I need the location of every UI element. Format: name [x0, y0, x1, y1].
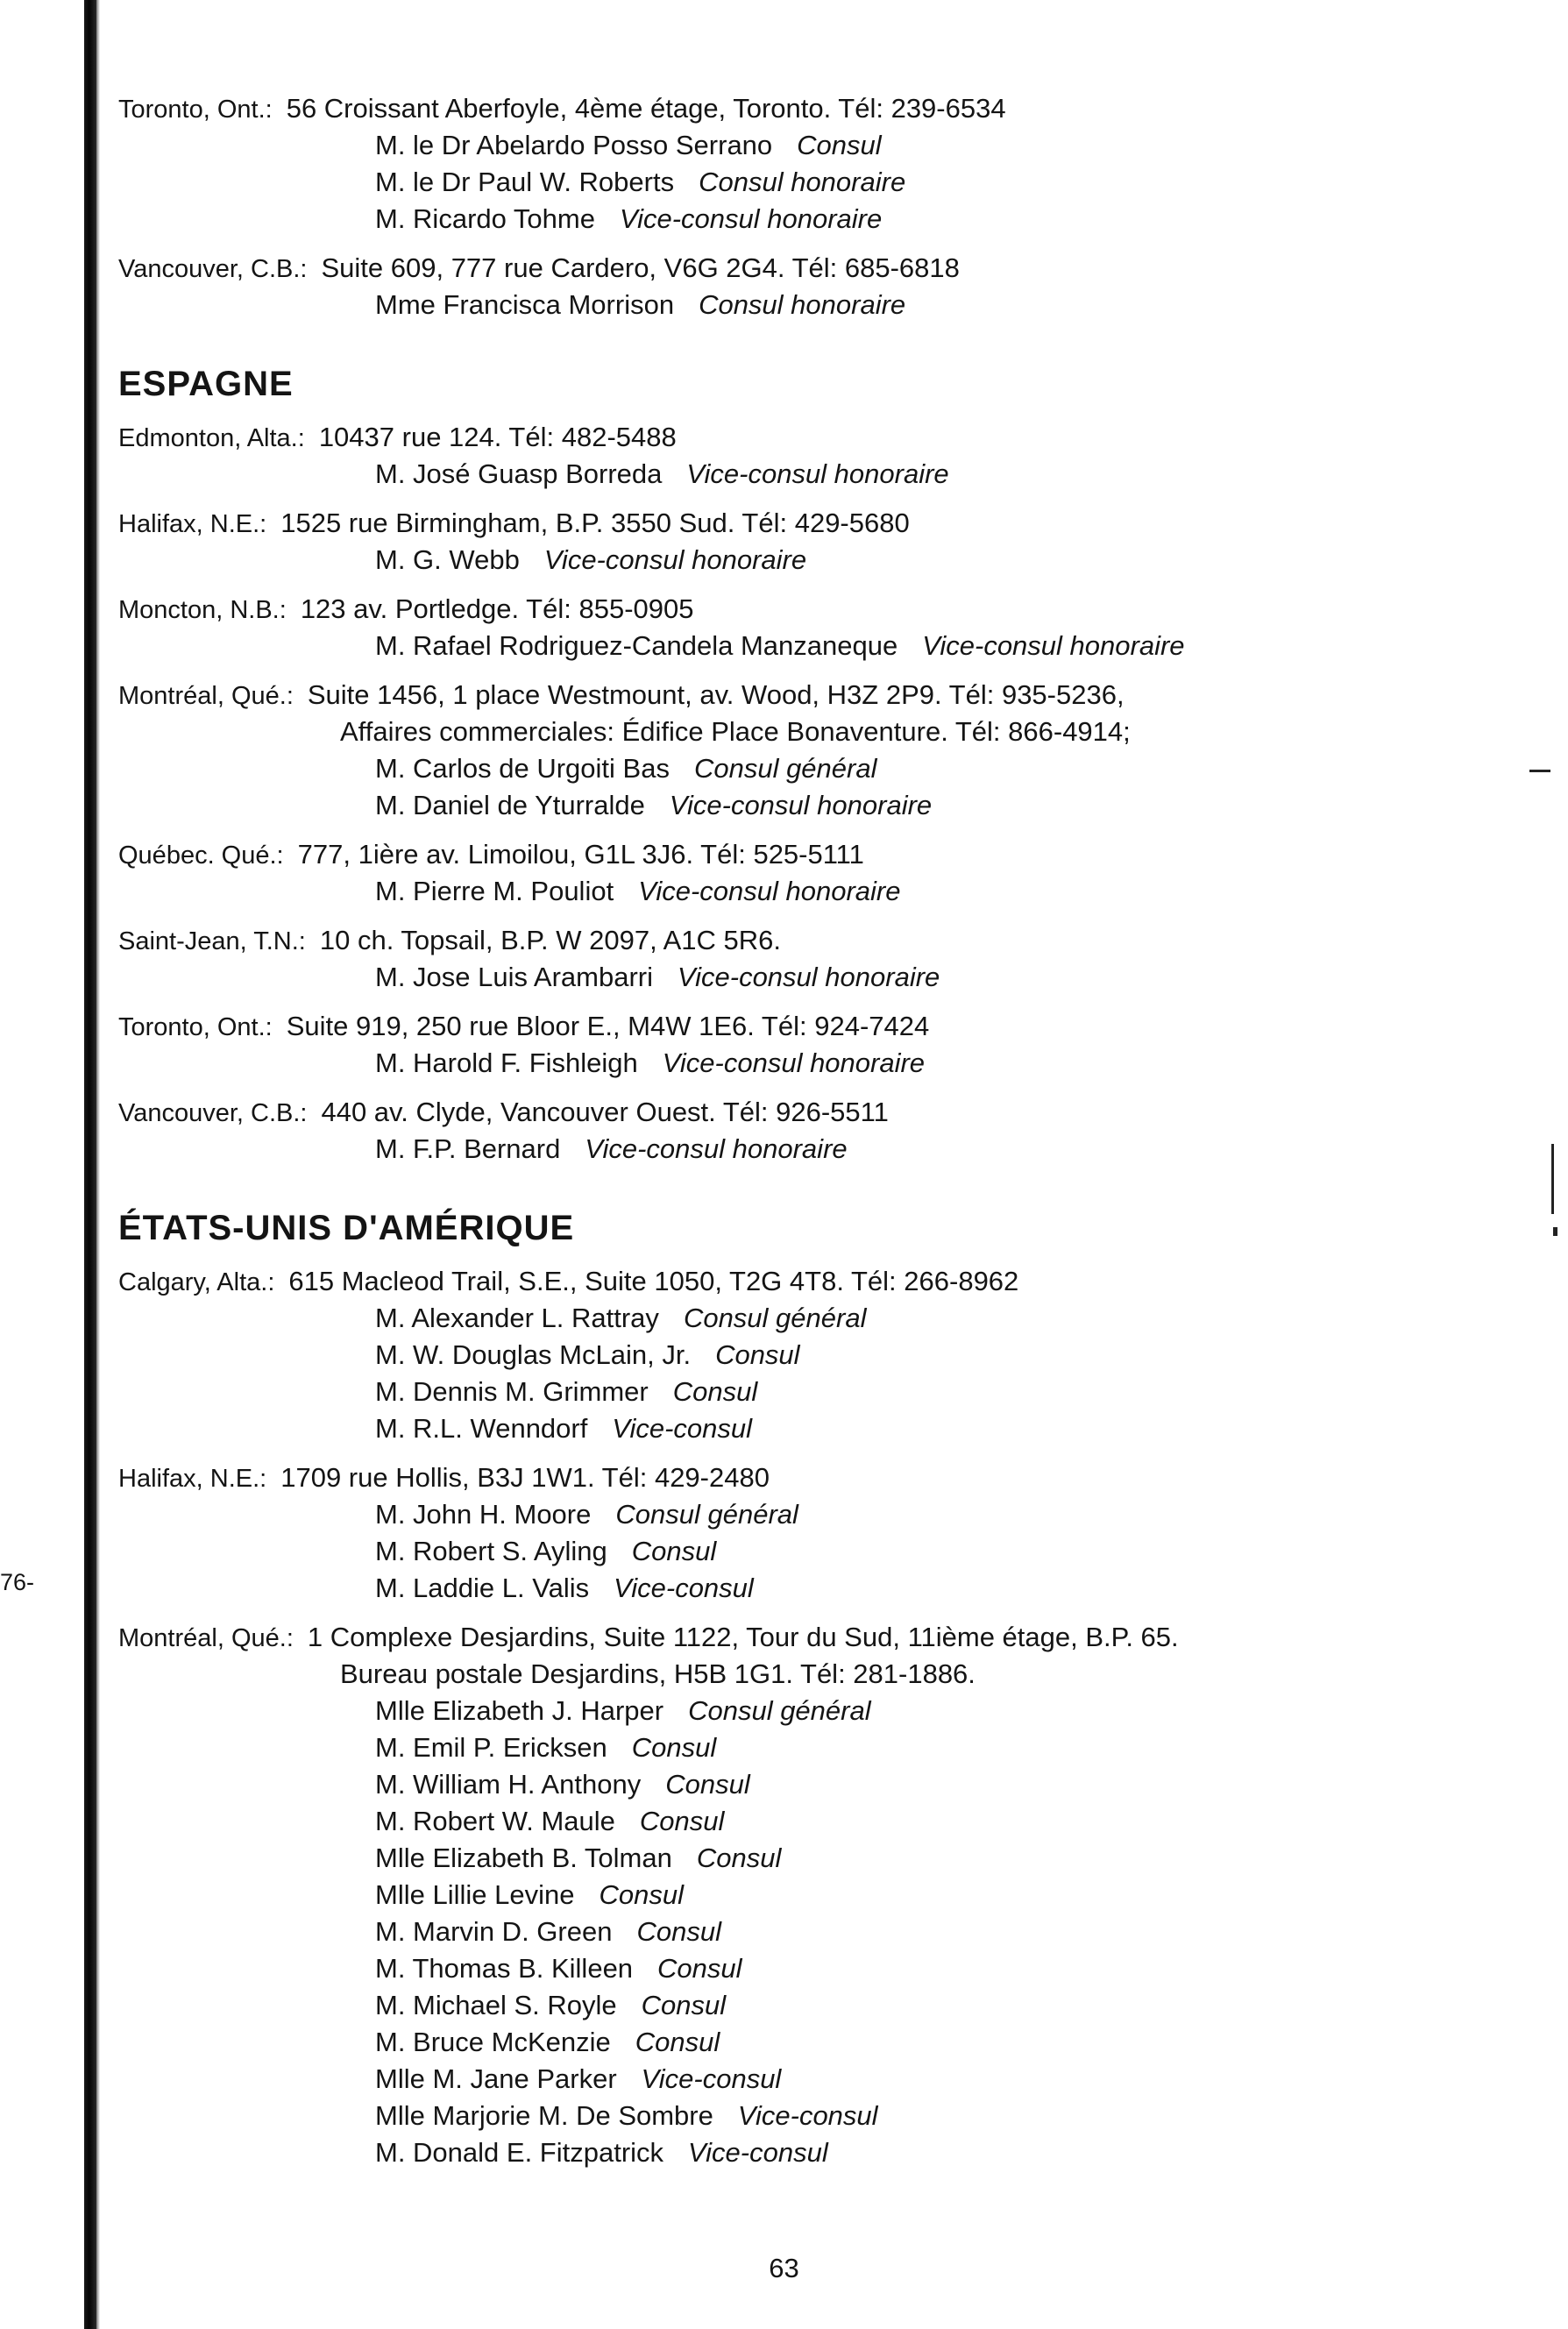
consulate-entry	[118, 1620, 1433, 2171]
consulate-entry	[118, 592, 1433, 664]
official-title: Consul	[636, 1916, 721, 1947]
official-row	[118, 1914, 1433, 1950]
official-name: M. R.L. Wenndorf	[375, 1413, 588, 1444]
official-title: Vice-consul honoraire	[619, 203, 883, 234]
official-title: Consul	[696, 1843, 782, 1873]
official-name: M. le Dr Abelardo Posso Serrano	[375, 130, 773, 160]
official-name: M. Dennis M. Grimmer	[375, 1376, 649, 1407]
official-row	[118, 1766, 1433, 1803]
official-row	[118, 1877, 1433, 1914]
address-line	[118, 592, 1433, 628]
official-name: M. Marvin D. Green	[375, 1916, 613, 1947]
official-row	[118, 1570, 1433, 1607]
address-line	[118, 678, 1433, 714]
official-name: M. Michael S. Royle	[375, 1990, 617, 2020]
address-text: 440 av. Clyde, Vancouver Ouest. Tél: 926-5511	[321, 1097, 889, 1127]
official-row	[118, 1300, 1433, 1337]
official-name: M. Pierre M. Pouliot	[375, 876, 614, 906]
official-name: Mlle Elizabeth B. Tolman	[375, 1843, 672, 1873]
consulate-entry	[118, 923, 1433, 996]
official-row	[118, 164, 1433, 201]
city-label: Saint-Jean, T.N.:	[118, 927, 306, 955]
official-title: Consul honoraire	[699, 167, 906, 197]
consulate-entry	[118, 837, 1433, 910]
official-row	[118, 1803, 1433, 1840]
official-title: Consul	[657, 1953, 742, 1984]
official-row	[118, 1410, 1433, 1447]
official-name: M. le Dr Paul W. Roberts	[375, 167, 675, 197]
official-title: Vice-consul honoraire	[585, 1133, 848, 1164]
official-name: M. Robert W. Maule	[375, 1806, 615, 1836]
city-label: Moncton, N.B.:	[118, 596, 287, 624]
official-title: Consul général	[615, 1499, 798, 1530]
official-name: Mlle Marjorie M. De Sombre	[375, 2100, 713, 2131]
city-label: Montréal, Qué.:	[118, 682, 294, 710]
consulate-entry	[118, 1095, 1433, 1168]
address-line	[118, 1264, 1433, 1300]
address-continuation: Affaires commerciales: Édifice Place Bonaventure. Tél: 866-4914;	[340, 716, 1131, 747]
city-label: Vancouver, C.B.:	[118, 1099, 308, 1127]
official-name: Mlle Elizabeth J. Harper	[375, 1695, 664, 1726]
address-line	[118, 506, 1433, 542]
consulate-entry	[118, 678, 1433, 824]
address-line	[118, 837, 1433, 873]
consulate-entry	[118, 1264, 1433, 1447]
address-line	[118, 420, 1433, 456]
consulate-entry	[118, 91, 1433, 238]
consulate-entry	[118, 1460, 1433, 1607]
official-title: Consul	[599, 1879, 684, 1910]
official-title: Vice-consul	[612, 1413, 753, 1444]
scan-mark	[1529, 770, 1550, 772]
official-row	[118, 2061, 1433, 2098]
official-row	[118, 2024, 1433, 2061]
official-name: M. Daniel de Yturralde	[375, 790, 645, 820]
address-line	[118, 923, 1433, 959]
scan-mark	[1553, 1227, 1557, 1236]
consulate-entry	[118, 1009, 1433, 1082]
official-row	[118, 959, 1433, 996]
official-row	[118, 1950, 1433, 1987]
official-name: M. Donald E. Fitzpatrick	[375, 2137, 664, 2168]
document-body	[118, 91, 1433, 2184]
official-row	[118, 1987, 1433, 2024]
official-name: M. Thomas B. Killeen	[375, 1953, 634, 1984]
official-title: Vice-consul honoraire	[922, 630, 1185, 661]
country-heading: ESPAGNE	[118, 365, 294, 403]
official-title: Consul	[672, 1376, 758, 1407]
city-label: Québec. Qué.:	[118, 841, 284, 870]
official-title: Vice-consul honoraire	[678, 962, 940, 992]
official-title: Vice-consul honoraire	[543, 544, 807, 575]
official-title: Consul	[631, 1732, 717, 1763]
country-heading: ÉTATS-UNIS D'AMÉRIQUE	[118, 1209, 575, 1247]
address-line	[118, 251, 1433, 287]
official-title: Consul général	[688, 1695, 871, 1726]
official-row	[118, 201, 1433, 238]
official-name: M. Harold F. Fishleigh	[375, 1047, 638, 1078]
official-name: M. Emil P. Ericksen	[375, 1732, 607, 1763]
consulate-entry	[118, 506, 1433, 579]
official-name: M. Robert S. Ayling	[375, 1536, 607, 1566]
official-row	[118, 1374, 1433, 1410]
official-title: Vice-consul	[614, 1573, 754, 1603]
address-text: 10437 rue 124. Tél: 482-5488	[318, 422, 677, 452]
official-name: M. F.P. Bernard	[375, 1133, 561, 1164]
consulate-entry	[118, 420, 1433, 493]
official-row	[118, 873, 1433, 910]
official-title: Consul	[635, 2027, 720, 2057]
official-title: Consul	[631, 1536, 717, 1566]
city-label: Halifax, N.E.:	[118, 1465, 267, 1493]
official-name: M. Jose Luis Arambarri	[375, 962, 653, 992]
official-name: M. Laddie L. Valis	[375, 1573, 590, 1603]
official-row	[118, 2098, 1433, 2134]
scan-mark	[1551, 1144, 1554, 1214]
official-title: Consul général	[693, 753, 877, 784]
address-text: 123 av. Portledge. Tél: 855-0905	[300, 593, 694, 624]
official-title: Vice-consul	[641, 2063, 782, 2094]
official-name: M. Carlos de Urgoiti Bas	[375, 753, 670, 784]
official-title: Consul	[665, 1769, 750, 1800]
address-line	[118, 1620, 1433, 1656]
official-row	[118, 1337, 1433, 1374]
address-text: 10 ch. Topsail, B.P. W 2097, A1C 5R6.	[319, 925, 782, 955]
official-name: M. Alexander L. Rattray	[375, 1303, 659, 1333]
address-text: Suite 919, 250 rue Bloor E., M4W 1E6. Tél: 924-7424	[286, 1011, 930, 1041]
official-name: M. Bruce McKenzie	[375, 2027, 611, 2057]
address-line	[118, 1460, 1433, 1496]
official-title: Consul	[639, 1806, 725, 1836]
official-row	[118, 628, 1433, 664]
official-title: Consul	[715, 1339, 800, 1370]
official-name: Mlle Lillie Levine	[375, 1879, 575, 1910]
official-row	[118, 1131, 1433, 1168]
official-row	[118, 1693, 1433, 1729]
official-row	[118, 750, 1433, 787]
address-continuation: Bureau postale Desjardins, H5B 1G1. Tél: 281-1886.	[340, 1658, 976, 1689]
official-name: M. Rafael Rodriguez-Candela Manzaneque	[375, 630, 898, 661]
official-title: Consul	[797, 130, 882, 160]
official-row	[118, 1533, 1433, 1570]
official-row	[118, 2134, 1433, 2171]
official-title: Consul honoraire	[699, 289, 906, 320]
address-line	[118, 1009, 1433, 1045]
official-name: M. William H. Anthony	[375, 1769, 642, 1800]
official-name: M. Ricardo Tohme	[375, 203, 595, 234]
address-text: 1525 rue Birmingham, B.P. 3550 Sud. Tél: 429-5680	[280, 508, 910, 538]
official-title: Vice-consul	[688, 2137, 828, 2168]
margin-page-number: 76-	[0, 1569, 35, 1595]
page-number: 63	[769, 2253, 799, 2283]
official-name: M. José Guasp Borreda	[375, 458, 663, 489]
address-text: 777, 1ière av. Limoilou, G1L 3J6. Tél: 525-5111	[297, 839, 864, 870]
city-label: Calgary, Alta.:	[118, 1268, 275, 1296]
address-text: 56 Croissant Aberfoyle, 4ème étage, Toronto. Tél: 239-6534	[286, 93, 1006, 124]
address-text: 1 Complexe Desjardins, Suite 1122, Tour du Sud, 11ième étage, B.P. 65.	[307, 1622, 1179, 1652]
address-text: 1709 rue Hollis, B3J 1W1. Tél: 429-2480	[280, 1462, 770, 1493]
official-row	[118, 787, 1433, 824]
official-name: Mlle M. Jane Parker	[375, 2063, 617, 2094]
address-text: Suite 1456, 1 place Westmount, av. Wood, H3Z 2P9. Tél: 935-5236,	[307, 679, 1125, 710]
official-row	[118, 1840, 1433, 1877]
consulate-entry	[118, 251, 1433, 323]
official-title: Vice-consul	[737, 2100, 878, 2131]
official-title: Consul général	[683, 1303, 867, 1333]
official-title: Vice-consul honoraire	[662, 1047, 926, 1078]
address-text: 615 Macleod Trail, S.E., Suite 1050, T2G 4T8. Tél: 266-8962	[288, 1266, 1019, 1296]
address-line	[118, 1095, 1433, 1131]
official-row	[118, 1045, 1433, 1082]
city-label: Montréal, Qué.:	[118, 1624, 294, 1652]
official-name: M. John H. Moore	[375, 1499, 592, 1530]
official-title: Vice-consul honoraire	[669, 790, 933, 820]
official-row	[118, 287, 1433, 323]
city-label: Toronto, Ont.:	[118, 1013, 273, 1041]
address-text: Suite 609, 777 rue Cardero, V6G 2G4. Tél: 685-6818	[321, 252, 960, 283]
city-label: Edmonton, Alta.:	[118, 424, 305, 452]
official-row	[118, 1729, 1433, 1766]
official-row	[118, 542, 1433, 579]
city-label: Toronto, Ont.:	[118, 96, 273, 124]
binding-shadow	[96, 0, 100, 2329]
official-name: Mme Francisca Morrison	[375, 289, 675, 320]
page-binding-edge	[84, 0, 96, 2329]
official-name: M. G. Webb	[375, 544, 520, 575]
official-title: Consul	[641, 1990, 727, 2020]
official-title: Vice-consul honoraire	[638, 876, 901, 906]
official-name: M. W. Douglas McLain, Jr.	[375, 1339, 692, 1370]
official-title: Vice-consul honoraire	[686, 458, 949, 489]
official-row	[118, 127, 1433, 164]
address-line	[118, 91, 1433, 127]
official-row	[118, 1496, 1433, 1533]
city-label: Halifax, N.E.:	[118, 510, 267, 538]
city-label: Vancouver, C.B.:	[118, 255, 308, 283]
official-row	[118, 456, 1433, 493]
